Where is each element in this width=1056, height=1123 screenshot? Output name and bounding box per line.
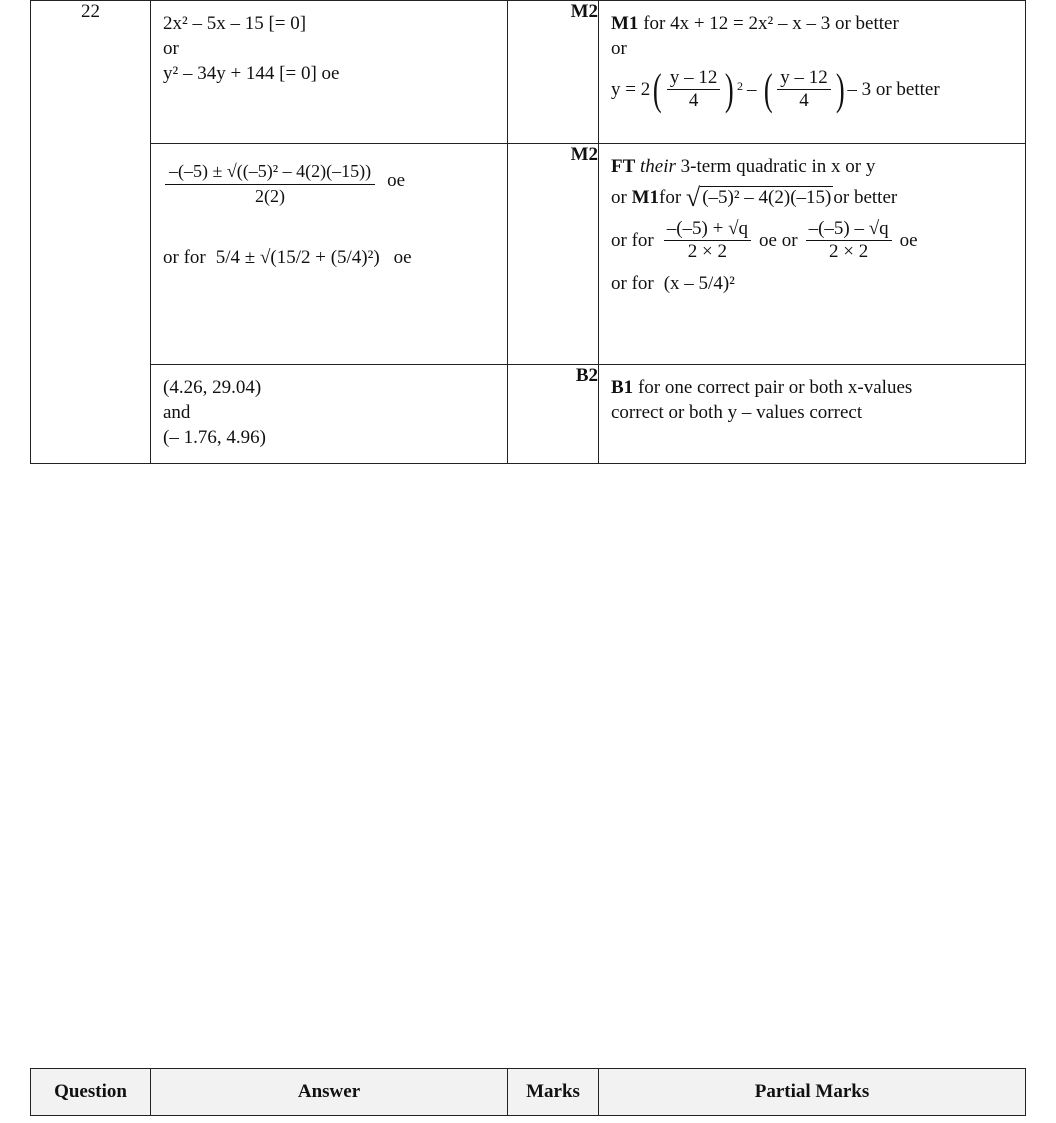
header-marks: Marks xyxy=(508,1069,599,1116)
expr-tail: – 3 or better xyxy=(847,79,940,100)
answer-cell-3 xyxy=(151,365,508,464)
answer-line: (4.26, 29.04) xyxy=(163,377,262,398)
mark-code: B1 xyxy=(611,377,634,398)
mark-code: FT xyxy=(611,156,636,177)
y-expression: y = 2 ( $\frac{y - 12}{4}$ ) $^2$ – ( $\frac{y - 12}{4}$ ) – 3 or better xyxy=(611,64,940,114)
answer-line: y² – 34y + 144 [= 0] oe xyxy=(163,63,340,84)
partial-cell-1 xyxy=(599,1,1026,144)
mark-code: M1 xyxy=(631,187,660,208)
answer-cell-2 xyxy=(151,144,508,365)
question-number: 22 xyxy=(31,1,151,464)
answer-line: or xyxy=(163,38,179,59)
partial-text: or xyxy=(611,38,627,59)
radicand: (–5)² – 4(2)(–15) xyxy=(702,187,832,208)
completed-square: or for 5/4 ± √(15/2 + (5/4)²) oe xyxy=(163,247,412,268)
mark-scheme-table xyxy=(30,0,1026,464)
answer-line: (– 1.76, 4.96) xyxy=(163,427,266,448)
expr-prefix: y = 2 xyxy=(611,79,651,100)
partial-cell-2: FT their 3-term quadratic in x or y or M1 for √ (–5)² – 4(2)(–15) or better or for $\frac{-(-5) + √q}{2 \times 2}$ oe or $\frac{-(-5) - √q}{2 \times 2}$ oe or for (x – 5/4)² xyxy=(599,144,1026,365)
marks-cell-2: M2 xyxy=(508,144,599,365)
quadratic-formula: $\frac{\text{–(–5) ± √((–5)² – 4(2)(–15))}}{2(2)}$ oe xyxy=(163,154,497,207)
partial-cell-3: B1 for one correct pair or both x-values correct or both y – values correct xyxy=(599,365,1026,464)
header-answer: Answer xyxy=(151,1069,508,1116)
header-partial-marks: Partial Marks xyxy=(599,1069,1026,1116)
partial-text: correct or both y – values correct xyxy=(611,402,863,423)
fraction: $\frac{y - 12}{4}$ xyxy=(667,67,721,112)
mark-code: M1 xyxy=(611,13,639,34)
marks-cell-3: B2 xyxy=(508,365,599,464)
marks-cell-1: M2 xyxy=(508,1,599,144)
partial-text: for 4x + 12 = 2x² – x – 3 or better xyxy=(638,13,899,34)
answer-cell-1 xyxy=(151,1,508,144)
answer-line: 2x² – 5x – 15 [= 0] xyxy=(163,13,307,34)
fraction: $\frac{y - 12}{4}$ xyxy=(777,67,831,112)
answer-line: and xyxy=(163,402,191,423)
square-expression: (x – 5/4)² xyxy=(663,273,735,294)
header-question: Question xyxy=(31,1069,151,1116)
next-page-header xyxy=(30,1068,1026,1116)
